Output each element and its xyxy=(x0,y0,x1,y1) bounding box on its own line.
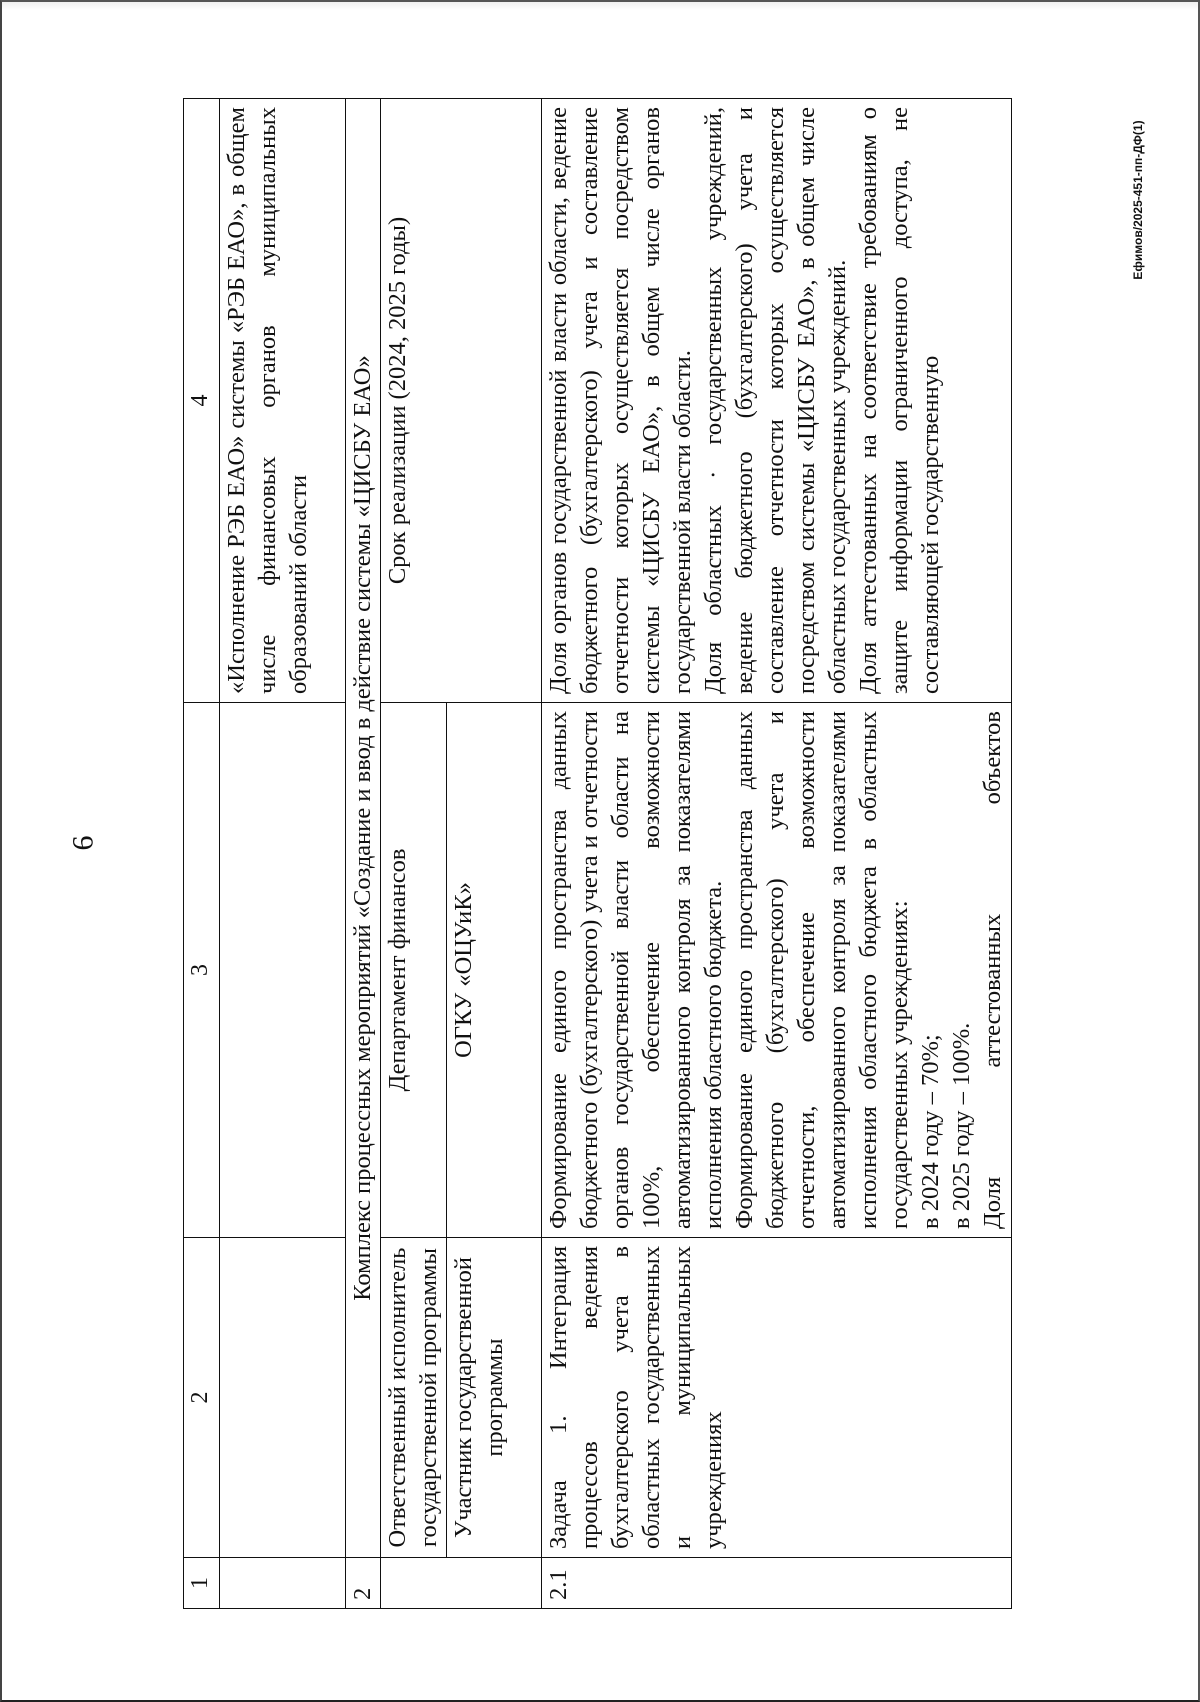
column-number-4: 4 xyxy=(184,99,220,703)
program-table xyxy=(183,98,1012,1609)
task-indicators-cell xyxy=(542,99,1012,703)
empty-cell xyxy=(381,1558,542,1609)
column-numbers-row xyxy=(184,99,220,1609)
indicator-paragraph-2: Доля областных · государственных учреждений, ведение бюджетного (бухгалтерского) учета и составление отчетности которых осуществляется посредством системы «ЦИСБУ ЕАО», в общем числе областных государственных учреждений. xyxy=(700,107,851,694)
task-title: Задача 1. Интеграция процессов ведения бухгалтерского учета в областных государственных и муниципальных учреждениях xyxy=(542,1238,1012,1558)
section-title: Комплекс процессных мероприятий «Создание и ввод в действие системы «ЦИСБУ ЕАО» xyxy=(346,99,381,1558)
task-results-cell xyxy=(542,703,1012,1238)
column-number-1: 1 xyxy=(184,1558,220,1609)
document-code: Ефимов/2025-451-пп-ДФ(1) xyxy=(1131,120,1145,280)
empty-cell xyxy=(220,1558,346,1609)
column-number-3: 3 xyxy=(184,703,220,1238)
scan-edge xyxy=(0,0,1200,10)
responsible-label: Ответственный исполнитель государственной программы xyxy=(381,1238,447,1558)
empty-cell xyxy=(220,703,346,1238)
responsible-value: Департамент финансов xyxy=(381,703,447,1238)
page-number: 6 xyxy=(66,835,100,851)
column-number-2: 2 xyxy=(184,1238,220,1558)
rotated-table-frame xyxy=(183,99,1040,1609)
result-paragraph-2: Формирование единого пространства данных бюджетного (бухгалтерского) учета и отчетности, обеспечение возможности автоматизированного контроля за показателями исполнения областного бюджета в областных государственных учреждениях: xyxy=(731,711,913,1229)
responsible-row xyxy=(381,99,447,1609)
indicator-paragraph-1: Доля органов государственной власти области, ведение бюджетного (бухгалтерского) учета и составление отчетности которых осуществляется посредством системы «ЦИСБУ ЕАО», в общем числе органов государственной власти области. xyxy=(545,107,696,694)
implementation-term: Срок реализации (2024, 2025 годы) xyxy=(381,99,542,703)
participant-value: ОГКУ «ОЦУиК» xyxy=(447,703,542,1238)
landscape-content xyxy=(183,99,1040,1609)
task-number: 2.1 xyxy=(542,1558,1012,1609)
continuation-row xyxy=(220,99,346,1609)
result-paragraph-1: Формирование единого пространства данных бюджетного (бухгалтерского) учета и отчетности органов государственной власти области на 100%, обеспечение возможности автоматизированного контроля за показателями исполнения областного бюджета. xyxy=(545,711,727,1229)
result-paragraph-4: в 2025 году – 100%. xyxy=(948,1022,975,1229)
continuation-text: «Исполнение РЭБ ЕАО» системы «РЭБ ЕАО», в общем числе финансовых органов муниципальных образований области xyxy=(220,99,346,703)
result-paragraph-3: в 2024 году – 70%; xyxy=(917,1034,944,1229)
empty-cell xyxy=(220,1238,346,1558)
section-number: 2 xyxy=(346,1558,381,1609)
task-row xyxy=(542,99,1012,1609)
section-row xyxy=(346,99,381,1609)
indicator-paragraph-3: Доля аттестованных на соответствие требованиям о защите информации ограниченного доступа, не составляющей государственную xyxy=(855,107,944,694)
participant-label: Участник государственной программы xyxy=(447,1238,542,1558)
result-paragraph-5: Доля аттестованных объектов xyxy=(979,711,1006,1229)
